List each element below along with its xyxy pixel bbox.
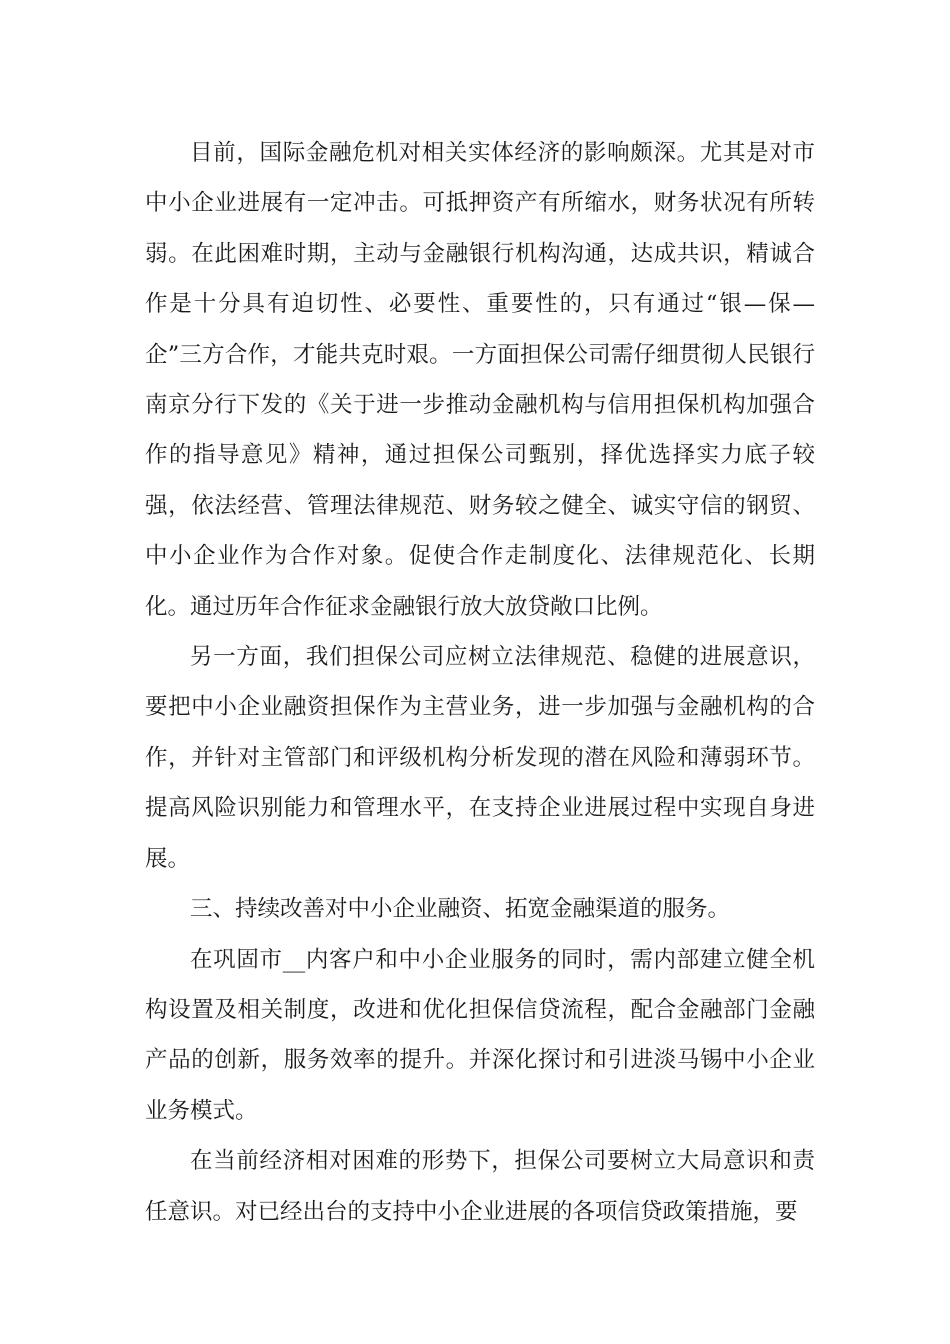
section-heading-three: 三、持续改善对中小企业融资、拓宽金融渠道的服务。 bbox=[190, 896, 731, 923]
paragraph-responsibility: 在当前经济相对困难的形势下，担保公司要树立大局意识和责任意识。对已经出台的支持中小企业进展的各项信贷政策措施，要 bbox=[145, 1148, 815, 1225]
body-text bbox=[145, 128, 815, 1237]
paragraph-crisis-cooperation: 目前，国际金融危机对相关实体经济的影响颇深。尤其是对市中小企业进展有一定冲击。可抵押资产有所缩水，财务状况有所转弱。在此困难时期，主动与金融银行机构沟通，达成共识，精诚合作是十分具有迫切性、必要性、重要性的，只有通过“银—保—企”三方合作，才能共克时艰。一方面担保公司需仔细贯彻人民银行南京分行下发的《关于进一步推动金融机构与信用担保机构加强合作的指导意见》精神，通过担保公司甄别，择优选择实力底子较强，依法经营、管理法律规范、财务较之健全、诚实守信的钢贸、中小企业作为合作对象。促使合作走制度化、法律规范化、长期化。通过历年合作征求金融银行放大放贷敞口比例。 bbox=[145, 140, 815, 620]
paragraph-risk-awareness: 另一方面，我们担保公司应树立法律规范、稳健的进展意识，要把中小企业融资担保作为主营业务，进一步加强与金融机构的合作，并针对主管部门和评级机构分析发现的潜在风险和薄弱环节。提高风险识别能力和管理水平，在支持企业进展过程中实现自身进展。 bbox=[145, 644, 815, 872]
paragraph-service-improvement: 在巩固市__内客户和中小企业服务的同时，需内部建立健全机构设置及相关制度，改进和优化担保信贷流程，配合金融部门金融产品的创新，服务效率的提升。并深化探讨和引进淡马锡中小企业业务模式。 bbox=[145, 946, 815, 1124]
